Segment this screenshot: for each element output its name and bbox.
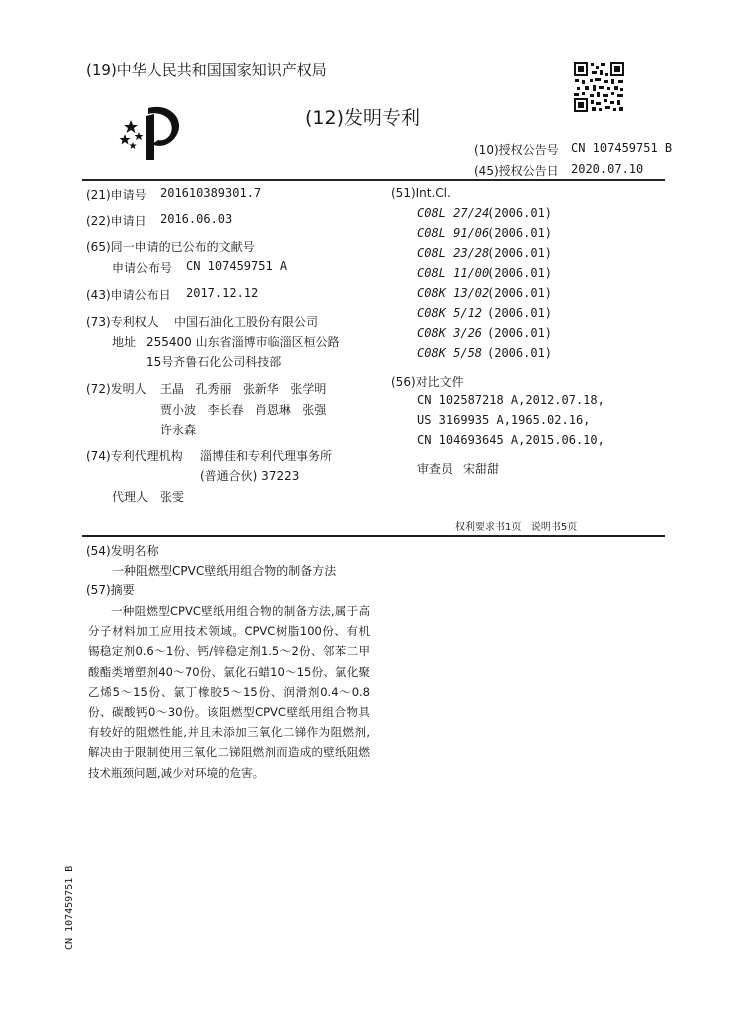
int-cl-code: C08K 5/12 xyxy=(417,306,483,320)
int-cl-code: C08L 27/24 xyxy=(417,206,490,220)
inventors-line-3: 许永森 xyxy=(160,423,197,437)
address-label: 地址 xyxy=(112,335,137,349)
patentee-label: (73)专利权人 xyxy=(86,315,159,329)
side-document-number: CN 107459751 B xyxy=(64,865,75,950)
agency-line-1: 淄博佳和专利代理事务所 xyxy=(200,449,333,463)
int-cl-version: (2006.01) xyxy=(487,266,553,280)
invention-title: 一种阻燃型CPVC壁纸用组合物的制备方法 xyxy=(112,564,337,578)
application-number-label: (21)申请号 xyxy=(86,188,147,202)
int-cl-version: (2006.01) xyxy=(487,206,553,220)
int-cl-version: (2006.01) xyxy=(487,246,553,260)
title-label: (54)发明名称 xyxy=(86,544,159,558)
prior-publication-label: (65)同一申请的已公布的文献号 xyxy=(86,240,255,254)
grant-pub-no-label: (10)授权公告号 xyxy=(474,143,559,157)
document-type: (12)发明专利 xyxy=(305,107,421,129)
grant-pub-date: 2020.07.10 xyxy=(571,162,644,176)
inventors-line-1: 王晶 孔秀丽 张新华 张学明 xyxy=(160,382,327,396)
references-label: (56)对比文件 xyxy=(391,375,464,389)
reference-3: CN 104693645 A,2015.06.10, xyxy=(417,433,605,447)
publication-date-label: (43)申请公布日 xyxy=(86,288,171,302)
int-cl-code: C08L 23/28 xyxy=(417,246,490,260)
header-divider xyxy=(82,179,665,181)
abstract-body xyxy=(88,601,370,783)
int-cl-label: (51)Int.Cl. xyxy=(391,186,451,200)
int-cl-code: C08K 13/02 xyxy=(417,286,490,300)
patentee: 中国石油化工股份有限公司 xyxy=(174,315,319,329)
int-cl-code: C08K 3/26 xyxy=(417,326,483,340)
int-cl-code: C08L 91/06 xyxy=(417,226,490,240)
inventors-line-2: 贾小波 李长春 肖恩琳 张强 xyxy=(160,403,327,417)
int-cl-version: (2006.01) xyxy=(487,226,553,240)
examiner: 宋甜甜 xyxy=(463,462,500,476)
address-line-2: 15号齐鲁石化公司科技部 xyxy=(146,355,282,369)
examiner-label: 审查员 xyxy=(417,462,454,476)
application-number: 201610389301.7 xyxy=(160,186,262,200)
int-cl-version: (2006.01) xyxy=(487,346,553,360)
int-cl-version: (2006.01) xyxy=(487,326,553,340)
office-name: (19)中华人民共和国国家知识产权局 xyxy=(86,61,327,79)
application-date: 2016.06.03 xyxy=(160,212,233,226)
mid-divider xyxy=(82,535,665,537)
agency-label: (74)专利代理机构 xyxy=(86,449,183,463)
agent: 张雯 xyxy=(160,490,185,504)
publication-date: 2017.12.12 xyxy=(186,286,259,300)
int-cl-code: C08L 11/00 xyxy=(417,266,490,280)
cnipa-logo xyxy=(118,104,184,162)
reference-2: US 3169935 A,1965.02.16, xyxy=(417,413,591,427)
grant-pub-date-label: (45)授权公告日 xyxy=(474,164,559,178)
agent-label: 代理人 xyxy=(112,490,149,504)
page-count: 权利要求书1页 说明书5页 xyxy=(455,522,578,533)
agency-line-2: (普通合伙) 37223 xyxy=(200,469,300,483)
inventors-label: (72)发明人 xyxy=(86,382,147,396)
qr-code xyxy=(573,61,625,113)
int-cl-version: (2006.01) xyxy=(487,306,553,320)
int-cl-code: C08K 5/58 xyxy=(417,346,483,360)
address-line-1: 255400 山东省淄博市临淄区桓公路 xyxy=(146,335,340,349)
int-cl-version: (2006.01) xyxy=(487,286,553,300)
abstract-text: 一种阻燃型CPVC壁纸用组合物的制备方法,属于高分子材料加工应用技术领域。CPVC树脂100份、有机锡稳定剂0.6～1份、钙/锌稳定剂1.5～2份、邻苯二甲酸酯类增塑剂40～70份、氯化石蜡10～15份、氯化聚乙烯5～15份、氯丁橡胶5～15份、润滑剂0.4～0.8份、碳酸钙0～30份。该阻燃型CPVC壁纸用组合物具有较好的阻燃性能,并且未添加三氧化二锑作为阻燃剂,解决由于限制使用三氧化二锑阻燃剂而造成的壁纸阻燃技术瓶颈问题,减少对环境的危害。 xyxy=(88,604,370,780)
application-date-label: (22)申请日 xyxy=(86,214,147,228)
grant-pub-no: CN 107459751 B xyxy=(571,141,673,155)
prior-publication-sublabel: 申请公布号 xyxy=(112,261,173,275)
reference-1: CN 102587218 A,2012.07.18, xyxy=(417,393,605,407)
prior-publication-number: CN 107459751 A xyxy=(186,259,288,273)
abstract-label: (57)摘要 xyxy=(86,583,135,597)
